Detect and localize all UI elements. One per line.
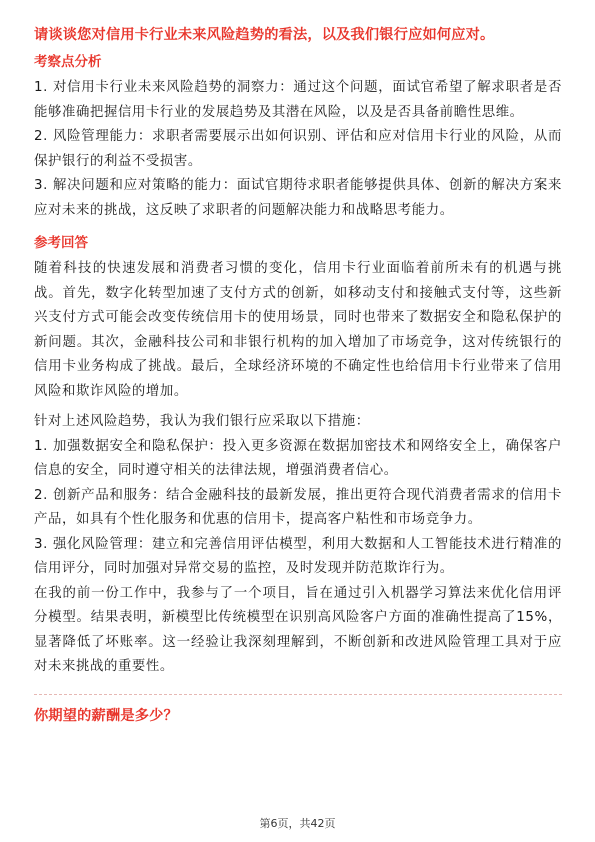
question-heading: 请谈谈您对信用卡行业未来风险趋势的看法，以及我们银行应如何应对。 bbox=[34, 27, 495, 43]
answer-section-title: 参考回答 bbox=[34, 235, 88, 251]
measure-item: 3. 强化风险管理：建立和完善信用评估模型，利用大数据和人工智能技术进行精准的信用评分，同时加强对异常交易的监控，及时发现并防范欺诈行为。 bbox=[34, 536, 562, 576]
experience-paragraph: 在我的前一份工作中，我参与了一个项目，旨在通过引入机器学习算法来优化信用评分模型。结果表明，新模型比传统模型在识别高风险客户方面的准确性提高了15%，显著降低了坏账率。这一经验让我深刻理解到，不断创新和改进风险管理工具对于应对未来挑战的重要性。 bbox=[34, 585, 562, 674]
answer-intro-paragraph: 随着科技的快速发展和消费者习惯的变化，信用卡行业面临着前所未有的机遇与挑战。首先，数字化转型加速了支付方式的创新，如移动支付和接触式支付等，这些新兴支付方式可能会改变传统信用卡的使用场景，同时也带来了数据安全和隐私保护的新问题。其次，金融科技公司和非银行机构的加入增加了市场竞争，这对传统银行的信用卡业务构成了挑战。最后，全球经济环境的不确定性也给信用卡行业带来了信用风险和欺诈风险的增加。 bbox=[34, 261, 562, 399]
analysis-item: 1. 对信用卡行业未来风险趋势的洞察力：通过这个问题，面试官希望了解求职者是否能够准确把握信用卡行业的发展趋势及其潜在风险，以及是否具备前瞻性思维。 bbox=[34, 80, 562, 120]
document-page bbox=[34, 24, 562, 733]
section-divider bbox=[34, 694, 562, 695]
measure-item: 2. 创新产品和服务：结合金融科技的最新发展，推出更符合现代消费者需求的信用卡产品，如具有个性化服务和优惠的信用卡，提高客户粘性和市场竞争力。 bbox=[34, 487, 562, 527]
measures-lead: 针对上述风险趋势，我认为我们银行应采取以下措施： bbox=[34, 414, 370, 429]
page-footer: 第6页，共42页 bbox=[259, 817, 336, 830]
analysis-item: 2. 风险管理能力：求职者需要展示出如何识别、评估和应对信用卡行业的风险，从而保护银行的利益不受损害。 bbox=[34, 129, 562, 169]
analysis-section-title: 考察点分析 bbox=[34, 54, 102, 70]
analysis-item: 3. 解决问题和应对策略的能力：面试官期待求职者能够提供具体、创新的解决方案来应对未来的挑战，这反映了求职者的问题解决能力和战略思考能力。 bbox=[34, 178, 562, 218]
measure-item: 1. 加强数据安全和隐私保护：投入更多资源在数据加密技术和网络安全上，确保客户信息的安全，同时遵守相关的法律法规，增强消费者信心。 bbox=[34, 438, 562, 478]
next-question-heading: 你期望的薪酬是多少？ bbox=[34, 707, 178, 724]
